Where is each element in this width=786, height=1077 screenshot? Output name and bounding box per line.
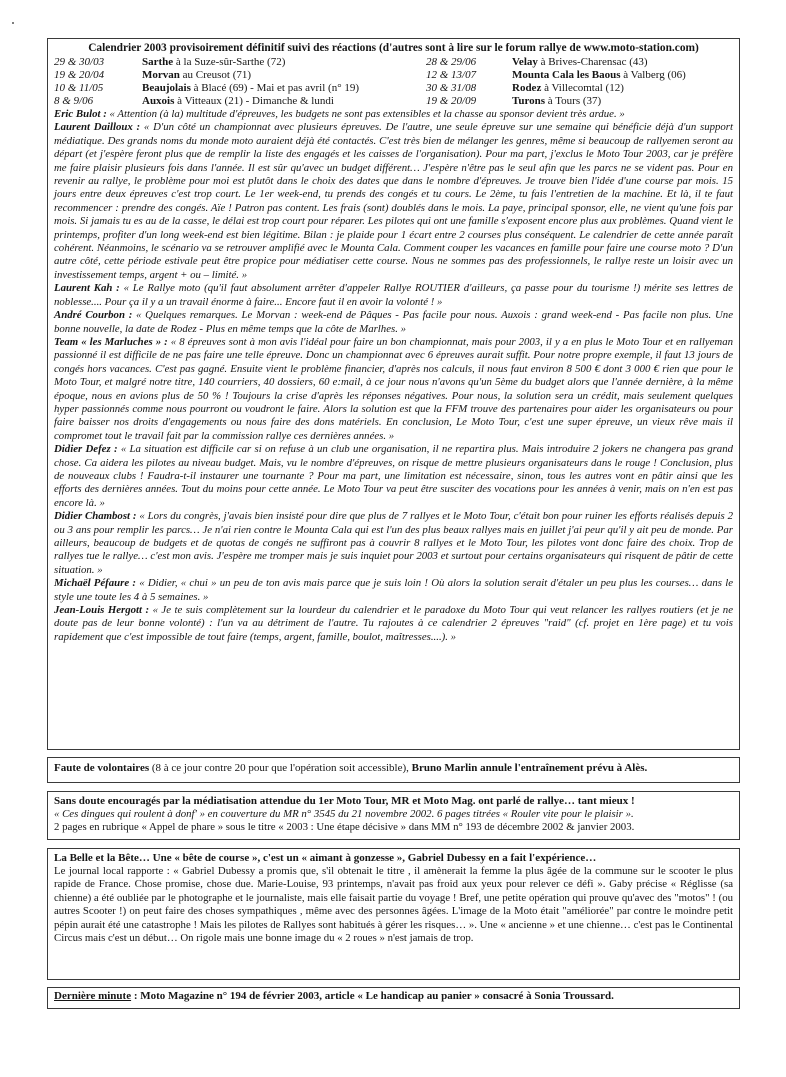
reaction-text: « Lors du congrès, j'avais bien insisté pour dire que plus de 7 rallyes et le Moto Tour, c'était bon pour ruiner les efforts réalisés depuis 2 ou 3 ans pour remplir les parcs… Je n'ai rien contre le Mounta Cala qui est l'un des plus beaux rallyes mais en juillet j'ai peur qu'il y ait peu de monde. Par ailleurs, beaucoup de budgets et de quotas de congés ne suffiront pas à couvrir 8 rallyes et le Moto Tour, les pilotes vont donc faire des choix. Trop de rallyes tue le rallye… c'est mon avis. J'espère me tromper mais je suis inquiet pour 2003 et surtout pour certains organisateurs qui risquent de pâtir de cette situation. » <box>54 510 733 576</box>
calendar-reactions-box <box>47 38 740 750</box>
reaction-text: « Attention (à la) multitude d'épreuves, les budgets ne sont pas extensibles et la chasse au sponsor devient très ardue. » <box>106 108 625 120</box>
event-date: 10 & 11/05 <box>54 82 104 94</box>
reaction-author: Michaël Péfaure : <box>54 577 136 590</box>
volunteers-box <box>47 757 740 783</box>
event-place: à Tours (37) <box>545 95 602 107</box>
beauty-beast-box <box>47 848 740 980</box>
reaction-paragraph <box>54 108 733 121</box>
reaction-author: Eric Bulot : <box>54 108 107 120</box>
reaction-paragraph <box>54 604 733 644</box>
calendar-cell <box>142 95 426 108</box>
beauty-text: Le journal local rapporte : « Gabriel Dubessy a promis que, s'il obtenait le titre , il amènerait la femme la plus âgée de la commune sur le scooter le plus rapide de France. Chose promise, chose due. Marie-Louise, 93 printemps, n'avait pas froid aux yeux pour relever ce défi ». Gaby précise « Réglisse (sa chienne) a été oubliée par le photographe et le journaliste, mais elle faisait partie du voyage ! Bref, une petite opération qui prouve qu'avec des "motos" ! (ou autres Scooter !) on peut faire des choses sympathiques , même avec des personnes âgées. L'image de la Moto était "améliorée" par contre le moindre petit pépin aurait été une catastrophe ! Mais les pilotes de Rallyes sont habitués à gérer les risques… ». Une « ancienne » et une chienne… c'est pas le Continental Circus mais c'est un début… On rigole mais une bonne image du « 2 roues » n'est jamais de trop. <box>54 865 733 945</box>
last-minute-text: : Moto Magazine n° 194 de février 2003, article « Le handicap au panier » consacré à Sonia Troussard. <box>131 990 614 1002</box>
event-place: à Villecomtal (12) <box>541 82 624 94</box>
media-line-2: 2 pages en rubrique « Appel de phare » sous le titre « 2003 : Une étape décisive » dans MM n° 193 de décembre 2002 & janvier 2003. <box>54 821 635 834</box>
calendar-cell <box>426 56 512 69</box>
event-name: Sarthe <box>142 56 174 68</box>
scan-speck <box>12 22 14 24</box>
event-date: 19 & 20/09 <box>426 95 477 107</box>
event-name: Auxois <box>142 95 175 107</box>
reaction-author: Team « les Marluches » : <box>54 335 168 348</box>
volunteers-mid: (8 à ce jour contre 20 pour que l'opération soit accessible), <box>149 762 412 774</box>
media-line-1: « Ces dingues qui roulent à donf' » en couverture du MR n° 3545 du 21 novembre 2002. 6 pages titrées « Rouler vite pour le plaisir ». <box>54 808 634 820</box>
reaction-paragraph <box>54 282 733 309</box>
event-place: à Vitteaux (21) - Dimanche & lundi <box>174 95 334 107</box>
calendar-cell <box>54 95 142 108</box>
event-date: 29 & 30/03 <box>54 56 105 68</box>
media-heading: Sans doute encouragés par la médiatisation attendue du 1er Moto Tour, MR et Moto Mag. ont parlé de rallye… tant mieux ! <box>54 795 635 807</box>
calendar-cell <box>426 82 512 95</box>
event-name: Velay <box>512 56 538 68</box>
reaction-text: « Je te suis complètement sur la lourdeur du calendrier et le paradoxe du Moto Tour qui veut relancer les rallyes routiers (et je ne doute pas de leur bonne volonté) : l'un va au détriment de l'autre. Tu rajoutes à ce calendrier 2 épreuves "raid" (cf. projet en 1ère page) et tu vois rapidement que c'est impossible de tout faire (temps, argent, famille, boulot, maîtresses....). » <box>54 604 733 643</box>
event-name: Turons <box>512 95 546 107</box>
reaction-author: Laurent Kah : <box>54 282 120 295</box>
event-place: à Valberg (06) <box>620 69 686 81</box>
calendar-cell <box>54 69 142 82</box>
reactions-list <box>54 108 733 644</box>
event-place: à Brives-Charensac (43) <box>537 56 648 68</box>
calendar-cell <box>142 82 426 95</box>
event-date: 19 & 20/04 <box>54 69 105 81</box>
reaction-author: Jean-Louis Hergott : <box>54 604 150 617</box>
reaction-text: « 8 épreuves sont à mon avis l'idéal pour faire un bon championnat, mais pour 2003, il y a en plus le Moto Tour et en rallyeman passionné il est difficile de ne pas faire une telle épreuve. Donc un championnat avec 6 épreuves aurait suffit. Pour notre propre exemple, il faut 13 jours de congés hors vacances. C'est pas gagné. Ensuite vient le problème financier, d'après nos calculs, il nous faut environ 8 500 € dont 3 000 € rien que pour le Moto Tour, et malgré notre titre, 140 courriers, 40 dossiers, 60 e:mail, à ce jour nous n'avons qu'un 5ème du budget alors que l'année dernière, à la même époque, nous en avions plus de 50 % ! Toujours la crise d'après les réponses négatives. Pour nous, la solution sera un crédit, mais seulement quelques hyper passionnés comme nous pourront ou voudront le faire. Alors la solution est que la FFM trouve des partenaires pour aider les organisateurs ou pour faire baisser nos droits d'engagements ou nous faire des dons matériels. En conclusion, Le Moto Tour, c'est une super épreuve, un vieux rêve mais il compromet tout le travail fait par la commission rallye ces dernières années. » <box>54 335 733 442</box>
event-name: Rodez <box>512 82 542 94</box>
reaction-paragraph <box>54 443 733 510</box>
calendar-row <box>54 56 733 69</box>
calendar-cell <box>142 69 426 82</box>
volunteers-tail: Bruno Marlin annule l'entraînement prévu à Alès. <box>411 762 648 774</box>
reaction-paragraph <box>54 577 733 604</box>
event-date: 28 & 29/06 <box>426 56 477 68</box>
reaction-paragraph <box>54 336 733 443</box>
event-date: 30 & 31/08 <box>426 82 477 94</box>
reaction-text: « Quelques remarques. Le Morvan : week-end de Pâques - Pas facile pour nous. Auxois : grand week-end - Pas facile non plus. Une bonne nouvelle, la date de Rodez - Plus en même temps que la côte de Marlhes. » <box>54 309 733 335</box>
calendar-cell <box>54 56 142 69</box>
reaction-text: « Le Rallye moto (qu'il faut absolument arrêter d'appeler Rallye ROUTIER d'ailleurs, ça passe pour du tourisme !) mérite ses lettres de noblesse.... Pour ça il y a un travail énorme à faire... Encore faut il en avoir la volonté ! » <box>54 282 733 308</box>
last-minute-label: Dernière minute <box>54 990 132 1002</box>
event-date: 12 & 13/07 <box>426 69 477 81</box>
reaction-text: « D'un côté un championnat avec plusieurs épreuves. De l'autre, une seule épreuve sur une semaine qui bénéficie déjà d'un support médiatique. Des grands noms du monde moto auraient déjà été contactés. C'est très bien de mélanger les genres, même si beaucoup de rallyemen seront au départ (et j'espère feront plus que de remplir la liste des engagés et les caisses de l'organisation). Pour ma part, j'exclus le Moto Tour 2003, car je préfère me faire plaisir plusieurs fois dans l'année. Il est sûr qu'avec un budget différent… J'espère n'être pas le seul afin que les parcs ne se vident pas. Pour en revenir au rallye, le problème pour moi est plutôt dans le choix des dates que dans le nombre d'épreuves. Je trouve bien l'idée d'une course par mois. 15 jours entre deux épreuves c'est trop court. Le 1er week-end, tu prends des congés et tu cours. Le 2ème, tu fais l'entretien de la machine. Et là, il te faut recommencer : prendre des congés. Aïe ! Patron pas content. Les frais (sont) doublés dans le mois. La paye, principal sponsor, elle, ne vient qu'une fois par mois. Si jamais tu es au de la casse, le délai est trop court pour réparer. Les pilotes qui ont une famille s'exposent encore plus aux problèmes. Quand vient le printemps, profiter d'un long week-end est bien légitime. Bilan : je plaide pour 1 écart entre 2 courses plus conséquent. Le calendrier de cette année paraît cohérent. Néanmoins, le scénario va se retrouver amplifié avec le Mounta Cala. Comment couper les vacances en famille pour faire une course moto ? D'un autre côté, cette période estivale peut être propice pour médiatiser cette course. Nous ne sommes pas des professionnels, le rallye reste un loisir avec un investissement temps, argent + ou – limité. » <box>54 121 733 281</box>
calendar-cell <box>426 95 512 108</box>
calendar-row <box>54 95 733 108</box>
event-place: au Creusot (71) <box>179 69 252 81</box>
media-box <box>47 791 740 840</box>
reaction-author: Didier Chambost : <box>54 510 137 523</box>
beauty-heading: La Belle et la Bête… Une « bête de course », c'est un « aimant à gonzesse », Gabriel Dubessy en a fait l'expérience… <box>54 852 597 864</box>
reaction-paragraph <box>54 510 733 577</box>
event-name: Beaujolais <box>142 82 191 94</box>
reaction-text: « La situation est difficile car si on refuse à un club une organisation, il ne repartira plus. Mais introduire 2 jokers ne changera pas grand chose. Ca aidera les pilotes au niveau budget. Mais, vu le nombre d'épreuves, on risque de mettre plusieurs organisateurs dans le rouge ! Conclusion, plus de nouveaux clubs ! Faudra-t-il instaurer une tournante ? Pour ma part, une limitation est nécessaire, sinon, tous les autres vont en pâtir ainsi que les efforts des dernières années. Tout du moins pour cette année. Le Moto Tour va peut être susciter des vocations pour les années à venir, mais on n'en est pas encore là. » <box>54 443 733 509</box>
reaction-author: Laurent Dailloux : <box>54 121 141 134</box>
reaction-paragraph <box>54 121 733 282</box>
calendar-cell <box>512 69 733 82</box>
calendar-cell <box>426 69 512 82</box>
last-minute-box <box>47 987 740 1009</box>
calendar-title: Calendrier 2003 provisoirement définitif suivi des réactions (d'autres sont à lire sur le forum rallye de www.moto-station.com) <box>88 42 699 54</box>
calendar-row <box>54 82 733 95</box>
event-date: 8 & 9/06 <box>54 95 94 107</box>
event-place: à la Suze-sûr-Sarthe (72) <box>173 56 286 68</box>
calendar-row <box>54 69 733 82</box>
calendar-table <box>54 56 733 108</box>
reaction-author: Didier Defez : <box>54 443 118 456</box>
reaction-text: « Didier, « chui » un peu de ton avis mais parce que je suis loin ! Où alors la solution serait d'étaler un peu plus les courses… dans le style une toute les 4 à 5 semaines. » <box>54 577 733 603</box>
calendar-cell <box>512 56 733 69</box>
reaction-author: André Courbon : <box>54 309 133 322</box>
reaction-paragraph <box>54 309 733 336</box>
calendar-cell <box>512 95 733 108</box>
calendar-cell <box>142 56 426 69</box>
volunteers-lead: Faute de volontaires <box>54 762 150 774</box>
event-place: à Blacé (69) - Mai et pas avril (n° 19) <box>190 82 360 94</box>
calendar-cell <box>54 82 142 95</box>
calendar-cell <box>512 82 733 95</box>
event-name: Morvan <box>142 69 180 81</box>
event-name: Mounta Cala les Baous <box>512 69 621 81</box>
